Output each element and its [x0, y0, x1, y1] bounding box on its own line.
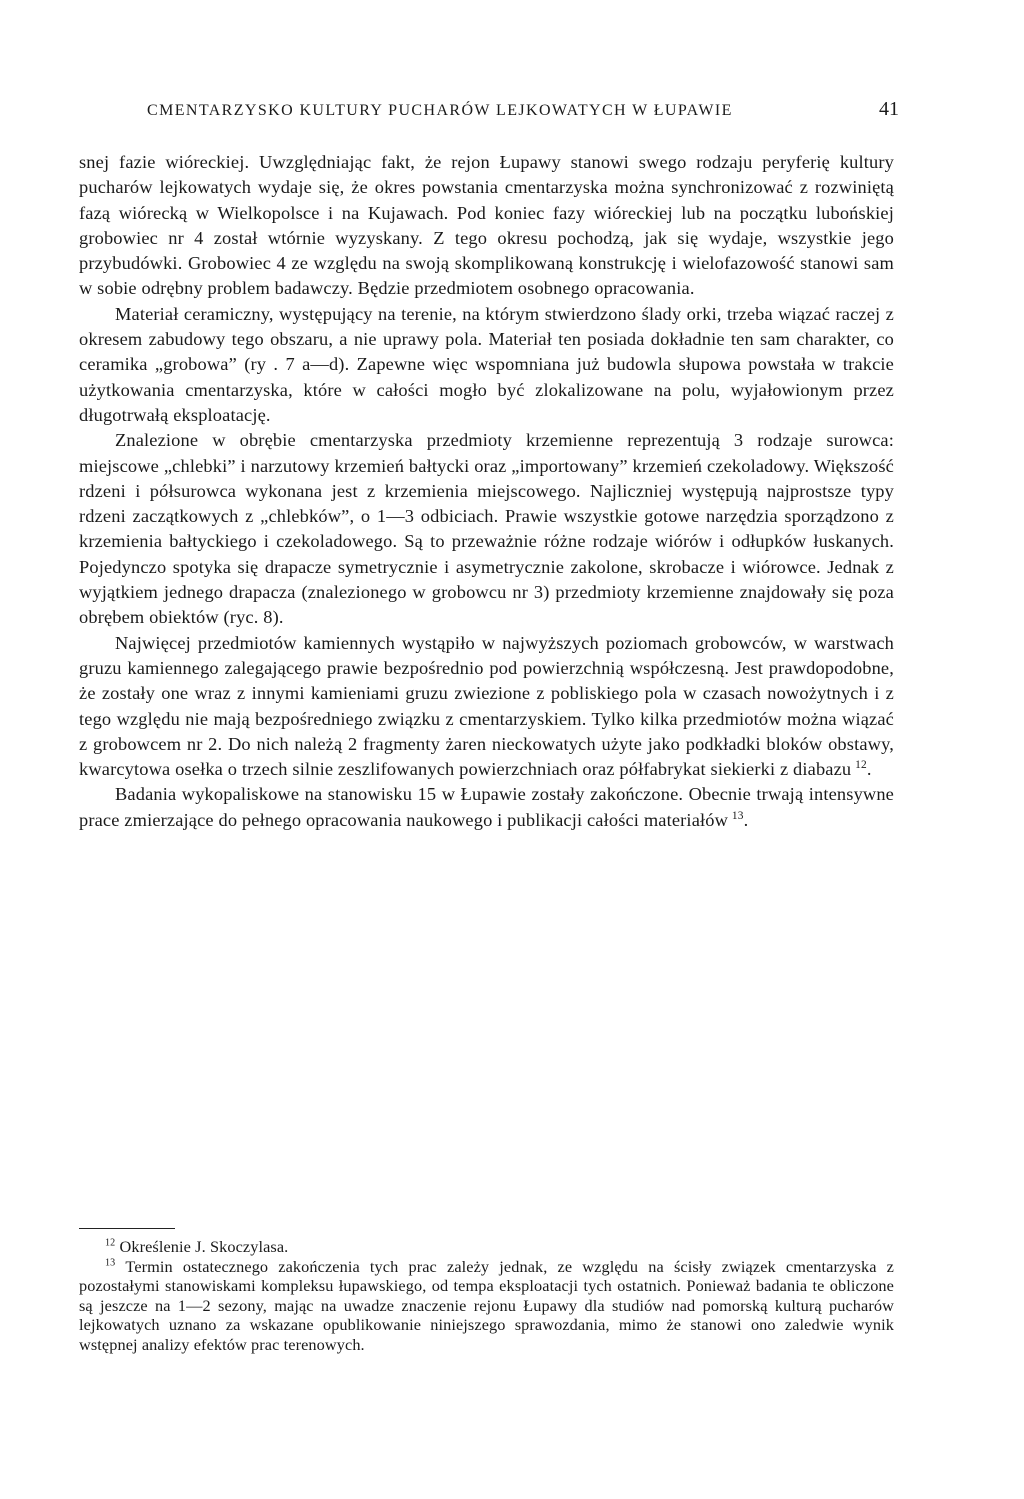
- paragraph-3: [79, 428, 894, 630]
- paragraph-4-text: Najwięcej przedmiotów kamiennych wystąpiło w najwyższych poziomach grobowców, w warstwach gruzu kamiennego zalegającego prawie bezpośrednio pod powierzchnią współczesną. Jest prawdopodobne, że zostały one wraz z innymi kamieniami gruzu zwiezione z pobliskiego pola w czasach nowożytnych i z tego względu nie mają bezpośredniego związku z cmentarzyskiem. Tylko kilka przedmiotów można wiązać z grobowcem nr 2. Do nich należą 2 fragmenty żaren nieckowatych użyte jako podkładki bloków obstawy, kwarcytowa osełka o trzech silnie zeszlifowanych powierzchniach oraz półfabrykat siekierki z diabazu: [79, 632, 894, 780]
- paragraph-4: [79, 631, 894, 783]
- paragraph-5-text: Badania wykopaliskowe na stanowisku 15 w Łupawie zostały zakończone. Obecnie trwają intensywne prace zmierzające do pełnego opracowania naukowego i publikacji całości materiałów: [79, 784, 894, 830]
- main-text: [79, 150, 894, 833]
- paragraph-5: [79, 782, 894, 833]
- paragraph-1: [79, 150, 894, 302]
- paragraph-2: [79, 302, 894, 428]
- footnote-number-13: 13: [105, 1257, 116, 1269]
- footnote-divider: [79, 1228, 175, 1229]
- paragraph-3-text: Znalezione w obrębie cmentarzyska przedmioty krzemienne reprezentują 3 rodzaje surowca: miejscowe „chlebki” i narzutowy krzemień bałtycki oraz „importowany” krzemień czekoladowy. Większość rdzeni i półsurowca wykonana jest z krzemienia miejscowego. Najliczniej występują najprostsze typy rdzeni zaczątkowych z „chlebków”, o 1—3 odbiciach. Prawie wszystkie gotowe narzędzia sporządzono z krzemienia bałtyckiego i czekoladowego. Są to przeważnie różne rodzaje wiórów i odłupków łuskanych. Pojedynczo spotyka się drapacze symetrycznie i asymetrycznie zakolone, skrobacze i wiórowce. Jednak z wyjątkiem jednego drapacza (znalezionego w grobowcu nr 3) przedmioty krzemienne znajdowały się poza obrębem obiektów (ryc. 8).: [79, 430, 894, 628]
- footnote-13-text: Termin ostatecznego zakończenia tych prac zależy jednak, ze względu na ścisły związek cmentarzyska z pozostałymi stanowiskami kompleksu łupawskiego, od tempa eksploatacji tych ostatnich. Ponieważ badania te obliczone są jeszcze na 1—2 sezony, mając na uwadze znaczenie rejonu Łupawy dla studiów nad pomorską kulturą pucharów lejkowatych uznano za wskazane opublikowanie niniejszego sprawozdania, mimo że stanowi ono zaledwie wynik wstępnej analizy efektów prac terenowych.: [79, 1256, 894, 1354]
- paragraph-2-text: Materiał ceramiczny, występujący na terenie, na którym stwierdzono ślady orki, trzeba wiązać raczej z okresem zabudowy tego obszaru, a nie uprawy pola. Materiał ten posiada dokładnie ten sam charakter, co ceramika „grobowa” (ry . 7 a—d). Zapewne więc wspomniana już budowla słupowa powstała w trakcie użytkowania cmentarzyska, które w całości mogło być zlokalizowane na polu, wyjałowionym przez długotrwałą eksploatację.: [79, 303, 894, 425]
- footnote-ref-12[interactable]: 12: [855, 759, 867, 771]
- running-title: CMENTARZYSKO KULTURY PUCHARÓW LEJKOWATYCH W ŁUPAWIE: [147, 102, 733, 119]
- footnotes: [79, 1237, 894, 1355]
- footnote-12: [79, 1237, 894, 1257]
- footnote-ref-13[interactable]: 13: [731, 809, 744, 822]
- paragraph-4-tail: .: [866, 759, 872, 780]
- paragraph-1-text: snej fazie wióreckiej. Uwzględniając fakt, że rejon Łupawy stanowi swego rodzaju peryferię kultury pucharów lejkowatych wydaje się, że okres powstania cmentarzyska można synchronizować z rozwiniętą fazą wiórecką w Wielkopolsce i na Kujawach. Pod koniec fazy wióreckiej lub na początku lubońskiej grobowiec nr 4 został wtórnie wyzyskany. Z tego okresu pochodzą, jak się wydaje, wszystkie jego przybudówki. Grobowiec 4 ze względu na swoją skomplikowaną konstrukcję i wielofazowość stanowi sam w sobie odrębny problem badawczy. Będzie przedmiotem osobnego opracowania.: [79, 152, 894, 299]
- footnote-12-text: Określenie J. Skoczylasa.: [119, 1237, 289, 1256]
- footnote-13: [79, 1257, 894, 1355]
- paragraph-5-tail: .: [743, 809, 749, 830]
- footnote-number-12: 12: [105, 1237, 116, 1249]
- page-number: 41: [879, 98, 899, 120]
